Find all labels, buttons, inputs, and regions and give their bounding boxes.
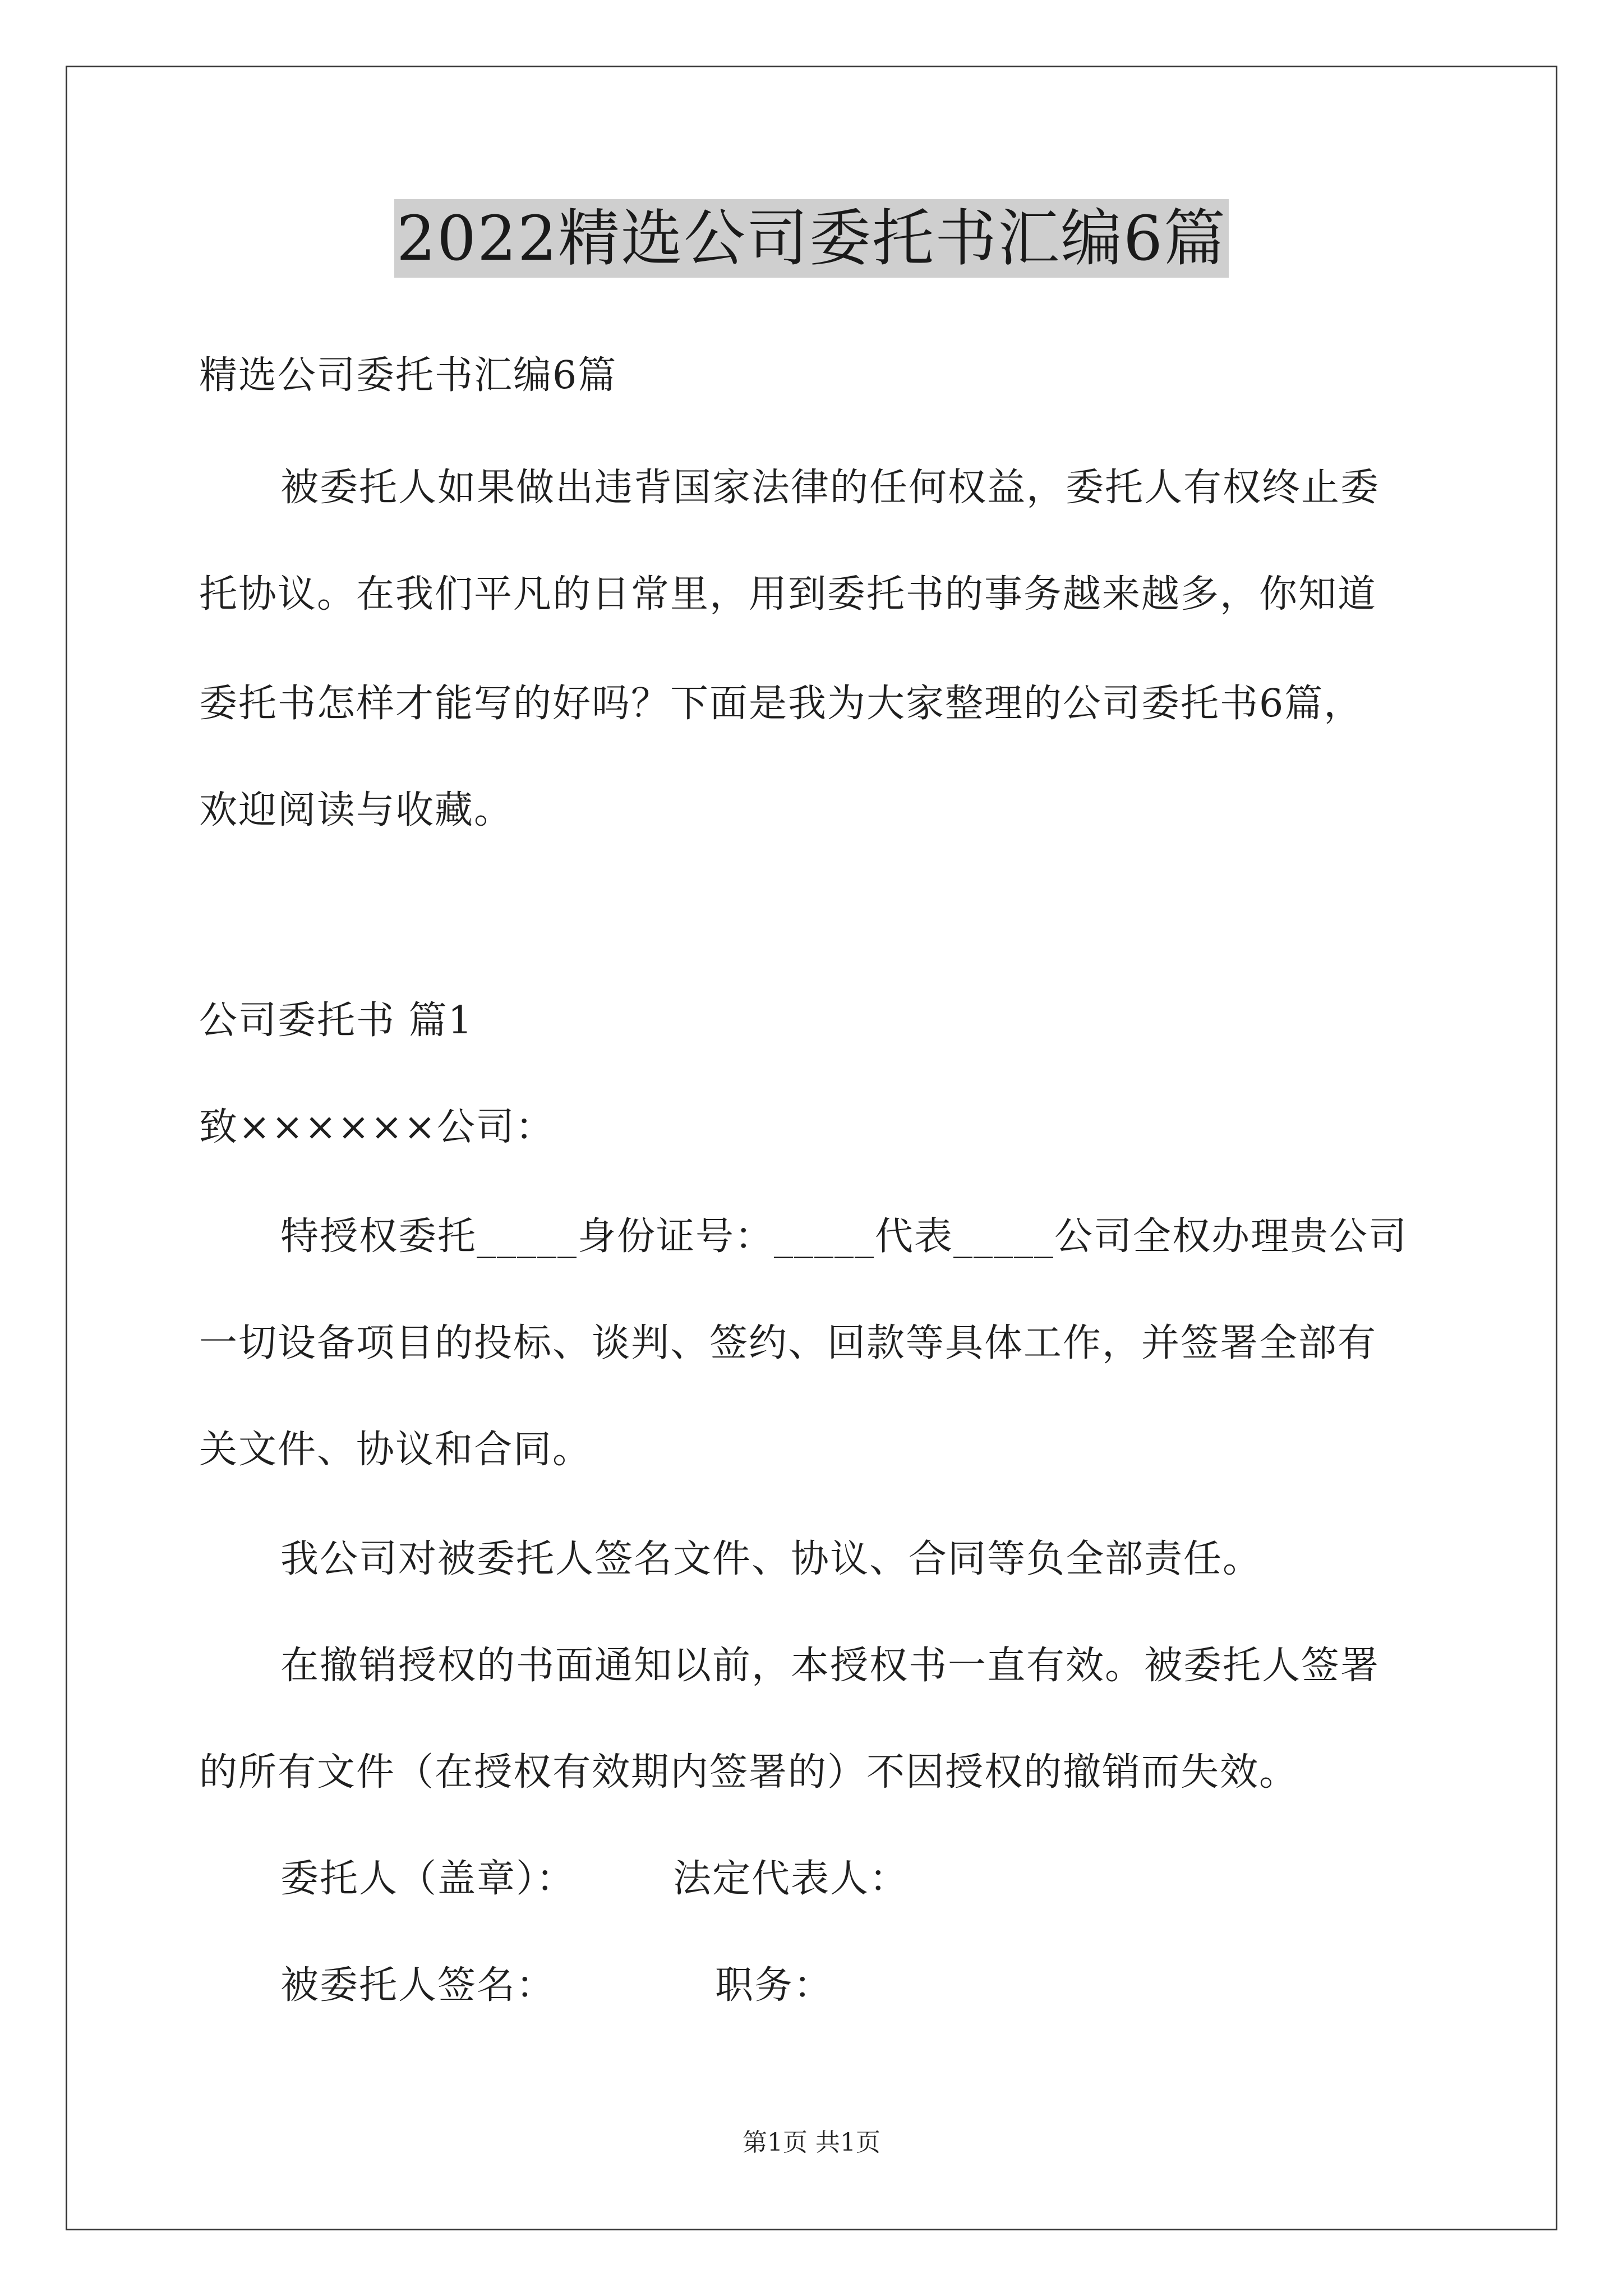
authorization-line-2: 一切设备项目的投标、谈判、签约、回款等具体工作，并签署全部有 [199,1321,1377,1365]
page-footer: 第1页 共1页 [743,2128,880,2157]
responsibility-line: 我公司对被委托人签名文件、协议、合同等负全部责任。 [280,1537,1262,1581]
addressee-line: 致××××××公司： [199,1105,555,1149]
intro-line-3: 委托书怎样才能写的好吗？下面是我为大家整理的公司委托书6篇， [199,682,1363,726]
validity-line-2: 的所有文件（在授权有效期内签署的）不因授权的撤销而失效。 [199,1750,1299,1795]
document-title: 2022精选公司委托书汇编6篇 [394,199,1229,278]
signature-label-legal-rep: 法定代表人： [673,1857,909,1901]
title-container [0,199,1623,278]
authorization-line-1: 特授权委托_____身份证号：_____代表_____公司全权办理贵公司 [280,1214,1408,1259]
signature-label-position: 职务： [715,1963,833,2008]
document-subtitle: 精选公司委托书汇编6篇 [199,353,617,398]
intro-line-1: 被委托人如果做出违背国家法律的任何权益，委托人有权终止委 [280,466,1380,510]
section-heading: 公司委托书 篇1 [199,999,473,1043]
intro-line-2: 托协议。在我们平凡的日常里，用到委托书的事务越来越多，你知道 [199,572,1377,616]
signature-label-agent: 被委托人签名： [280,1963,556,2008]
authorization-line-3: 关文件、协议和合同。 [199,1428,592,1472]
intro-line-4: 欢迎阅读与收藏。 [199,788,514,832]
validity-line-1: 在撤销授权的书面通知以前，本授权书一直有效。被委托人签署 [280,1644,1380,1688]
signature-label-principal: 委托人（盖章）： [280,1857,576,1901]
